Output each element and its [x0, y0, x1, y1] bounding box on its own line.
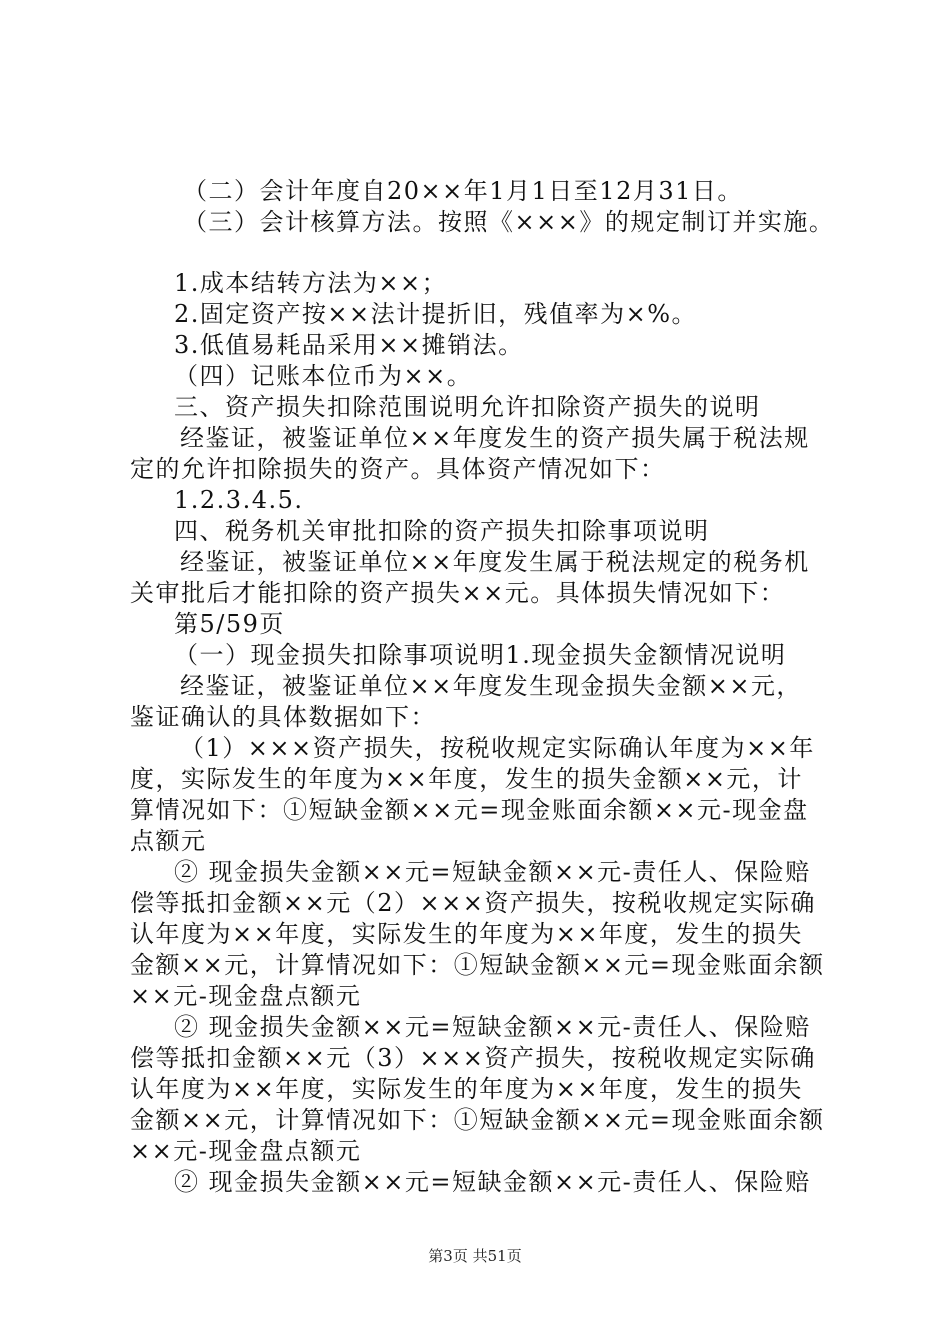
line-29: 认年度为××年度，实际发生的年度为××年度，发生的损失 — [130, 1075, 803, 1103]
line-30: 金额××元，计算情况如下：①短缺金额××元=现金账面余额 — [130, 1106, 825, 1134]
line-15: （一）现金损失扣除事项说明1.现金损失金额情况说明 — [174, 641, 787, 669]
line-11: 四、税务机关审批扣除的资产损失扣除事项说明 — [174, 517, 710, 545]
line-10: 1.2.3.4.5. — [174, 486, 304, 514]
line-19: 度，实际发生的年度为××年度，发生的损失金额××元，计 — [130, 765, 803, 793]
line-14: 第5/59页 — [174, 610, 285, 638]
line-7: 三、资产损失扣除范围说明允许扣除资产损失的说明 — [174, 393, 761, 421]
line-17: 鉴证确认的具体数据如下： — [130, 703, 436, 731]
line-4: 2.固定资产按××法计提折旧，残值率为×%。 — [174, 300, 698, 328]
line-12: 经鉴证，被鉴证单位××年度发生属于税法规定的税务机 — [180, 548, 810, 576]
line-23: 偿等抵扣金额××元（2）×××资产损失，按税收规定实际确 — [130, 889, 816, 917]
line-9: 定的允许扣除损失的资产。具体资产情况如下： — [130, 455, 666, 483]
line-31: ××元-现金盘点额元 — [130, 1137, 362, 1165]
line-8: 经鉴证，被鉴证单位××年度发生的资产损失属于税法规 — [180, 424, 810, 452]
line-18: （1）×××资产损失，按税收规定实际确认年度为××年 — [180, 734, 815, 762]
line-20: 算情况如下：①短缺金额××元=现金账面余额××元-现金盘 — [130, 796, 809, 824]
line-5: 3.低值易耗品采用××摊销法。 — [174, 331, 524, 359]
line-6: （四）记账本位币为××。 — [174, 362, 473, 390]
line-26: ××元-现金盘点额元 — [130, 982, 362, 1010]
line-22: ② 现金损失金额××元=短缺金额××元-责任人、保险赔 — [174, 858, 811, 886]
line-2: （三）会计核算方法。按照《×××》的规定制订并实施。 — [183, 208, 835, 236]
line-16: 经鉴证，被鉴证单位××年度发生现金损失金额××元， — [180, 672, 802, 700]
line-32: ② 现金损失金额××元=短缺金额××元-责任人、保险赔 — [174, 1168, 811, 1196]
line-25: 金额××元，计算情况如下：①短缺金额××元=现金账面余额 — [130, 951, 825, 979]
line-27: ② 现金损失金额××元=短缺金额××元-责任人、保险赔 — [174, 1013, 811, 1041]
line-3: 1.成本结转方法为××； — [174, 269, 448, 297]
page-footer: 第3页 共51页 — [428, 1247, 522, 1265]
line-21: 点额元 — [130, 827, 207, 855]
line-24: 认年度为××年度，实际发生的年度为××年度，发生的损失 — [130, 920, 803, 948]
line-28: 偿等抵扣金额××元（3）×××资产损失，按税收规定实际确 — [130, 1044, 816, 1072]
line-1: （二）会计年度自20××年1月1日至12月31日。 — [183, 177, 743, 205]
line-13: 关审批后才能扣除的资产损失××元。具体损失情况如下： — [130, 579, 786, 607]
